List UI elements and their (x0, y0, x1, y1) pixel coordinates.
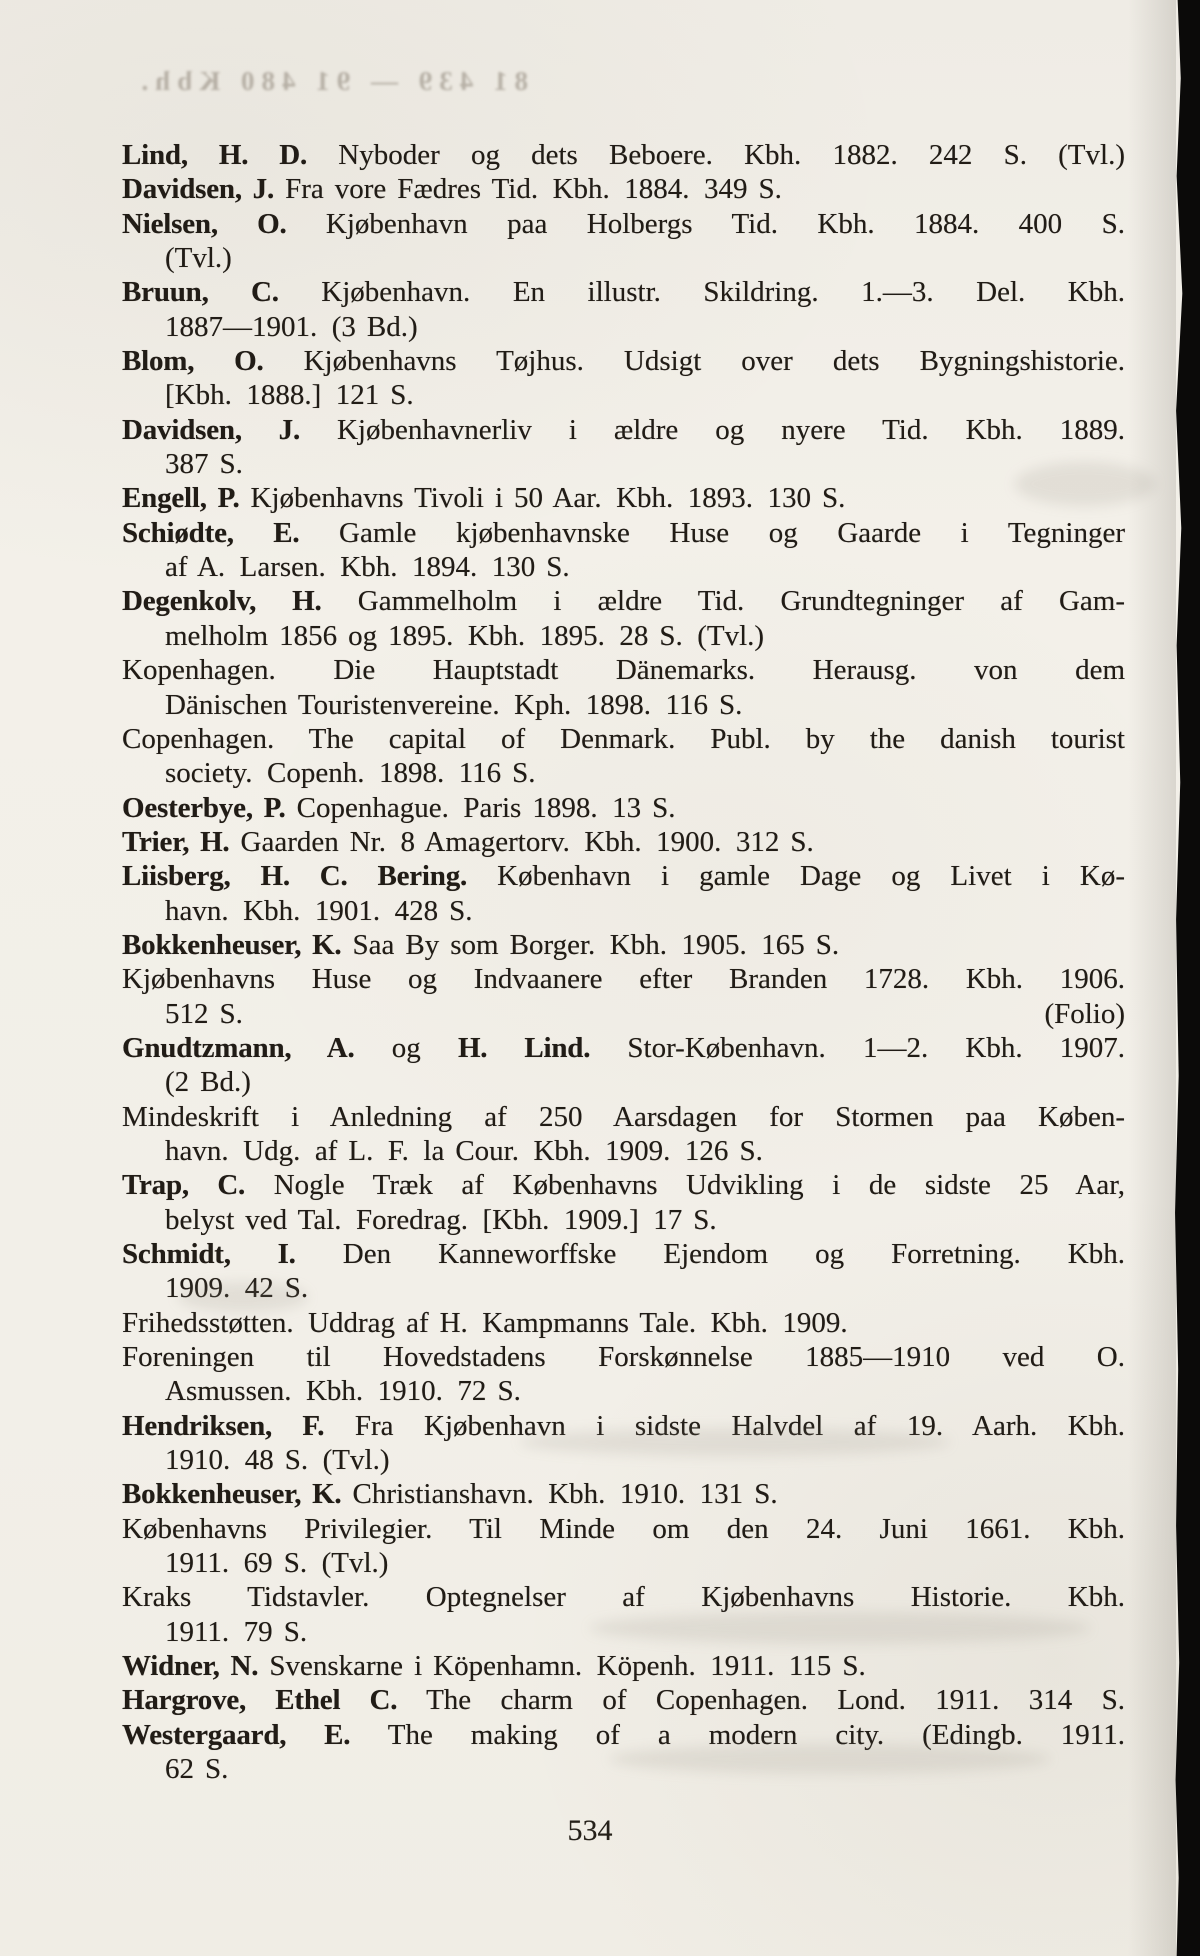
bib-line (122, 653, 1125, 687)
author-name: Trap, C. (122, 1169, 246, 1202)
entry-text: 1887—1901. (3 Bd.) (165, 310, 418, 343)
bib-line (122, 241, 1125, 275)
entry-text: 387 S. (165, 448, 243, 481)
entry-text: Copenhague. Paris 1898. 13 S. (285, 791, 676, 824)
bibliography-list (122, 138, 1125, 1787)
author-name: Hendriksen, F. (122, 1409, 325, 1442)
author-name: Blom, O. (122, 345, 264, 378)
entry-text: Kjøbenhavn paa Holbergs Tid. Kbh. 1884. 400 S. (286, 207, 1125, 240)
bib-line (122, 1649, 1125, 1683)
bib-line (122, 550, 1125, 584)
entry-text: Nyboder og dets Beboere. Kbh. 1882. 242 S. (Tvl.) (307, 139, 1125, 171)
entry-text: Gaarden Nr. 8 Amagertorv. Kbh. 1900. 312 S. (229, 825, 814, 858)
bib-line (122, 1065, 1125, 1099)
entry-text: 62 S. (165, 1753, 229, 1786)
bib-line (122, 997, 1125, 1031)
author-name: Schmidt, I. (122, 1238, 296, 1270)
bleedthrough-text: 81 439 — 91 480 Kbh. (134, 66, 528, 96)
entry-text: Kjøbenhavns Tivoli i 50 Aar. Kbh. 1893. 130 S. (239, 482, 846, 515)
entry-text: Kopenhagen. Die Hauptstadt Dänemarks. Herausg. von dem (122, 654, 1125, 687)
page-number: 534 (567, 1814, 613, 1847)
author-name: Oesterbye, P. (122, 791, 286, 824)
entry-text: Gammelholm i ældre Tid. Grundtegninger af Gam- (321, 585, 1126, 618)
author-name: Liisberg, H. C. Bering. (122, 860, 468, 893)
bib-line (122, 1683, 1125, 1717)
bleedthrough-smudge (610, 1744, 1050, 1774)
bib-line (122, 825, 1125, 859)
author-name: Gnudtzmann, A. (122, 1031, 355, 1064)
entry-text: Saa By som Borger. Kbh. 1905. 165 S. (341, 928, 840, 961)
entry-text: Kjøbenhavns Tøjhus. Udsigt over dets Bygningshistorie. (263, 345, 1126, 378)
entry-text: Mindeskrift i Anledning af 250 Aarsdagen for Stormen paa Køben- (122, 1100, 1125, 1133)
author-name: Degenkolv, H. (122, 585, 322, 618)
bib-line (122, 688, 1125, 722)
bib-line (122, 344, 1125, 378)
entry-text: 1909. 42 S. (165, 1272, 309, 1305)
entry-text: Dänischen Touristenvereine. Kph. 1898. 116 S. (165, 688, 743, 721)
bib-line (122, 584, 1125, 618)
bib-line (122, 378, 1125, 412)
format-note: (Folio) (1044, 997, 1125, 1030)
entry-text: Kjøbenhavnerliv i ældre og nyere Tid. Kbh. 1889. (300, 413, 1125, 446)
entry-text: Kjøbenhavns Huse og Indvaanere efter Branden 1728. Kbh. 1906. (122, 963, 1125, 996)
author-name: Schiødte, E. (122, 516, 300, 549)
entry-text: 512 S. (165, 997, 243, 1030)
bib-line (122, 859, 1125, 893)
bib-line (122, 1134, 1125, 1168)
bib-line (122, 447, 1125, 481)
entry-text: Foreningen til Hovedstadens Forskønnelse 1885—1910 ved O. (122, 1341, 1125, 1374)
entry-text: Frihedsstøtten. Uddrag af H. Kampmanns Tale. Kbh. 1909. (122, 1306, 848, 1339)
entry-text: København i gamle Dage og Livet i Kø- (467, 860, 1125, 893)
entry-text: af A. Larsen. Kbh. 1894. 130 S. (165, 551, 570, 584)
bib-line (122, 1237, 1125, 1271)
entry-text: Københavns Privilegier. Til Minde om den 24. Juni 1661. Kbh. (122, 1512, 1125, 1545)
entry-text: Stor-København. 1—2. Kbh. 1907. (590, 1031, 1125, 1064)
author-name: Lind, H. D. (122, 139, 308, 171)
author-name: Davidsen, J. (122, 413, 300, 446)
bib-line (122, 619, 1125, 653)
bib-line (122, 172, 1125, 206)
entry-text: Kraks Tidstavler. Optegnelser af Kjøbenhavns Historie. Kbh. (122, 1581, 1125, 1614)
page-gutter-shadow (1128, 0, 1176, 1956)
bib-line (122, 1374, 1125, 1408)
bib-line (122, 207, 1125, 241)
bib-line (122, 791, 1125, 825)
entry-text: belyst ved Tal. Foredrag. [Kbh. 1909.] 17 S. (165, 1203, 717, 1236)
author-name: Bruun, C. (122, 276, 279, 309)
bib-line (122, 516, 1125, 550)
entry-text: havn. Kbh. 1901. 428 S. (165, 894, 473, 927)
author-name: Trier, H. (122, 825, 230, 858)
bleedthrough-smudge (590, 1612, 1090, 1644)
entry-text: Svenskarne i Köpenhamn. Köpenh. 1911. 115 S. (258, 1650, 866, 1683)
entry-text: 1911. 69 S. (Tvl.) (165, 1547, 389, 1580)
entry-text: Fra Kjøbenhavn i sidste Halvdel af 19. Aarh. Kbh. (324, 1409, 1125, 1442)
author-name: Nielsen, O. (122, 207, 287, 240)
entry-text: Gamle kjøbenhavnske Huse og Gaarde i Tegninger (299, 516, 1125, 549)
entry-text: (Tvl.) (165, 242, 232, 275)
entry-text: 1911. 79 S. (165, 1615, 308, 1648)
entry-text: The charm of Copenhagen. Lond. 1911. 314 S. (397, 1684, 1125, 1717)
author-name: H. Lind. (457, 1031, 591, 1064)
entry-text: melholm 1856 og 1895. Kbh. 1895. 28 S. (Tvl.) (165, 619, 765, 652)
bib-line (122, 310, 1125, 344)
author-name: Widner, N. (122, 1650, 259, 1683)
bib-line (122, 1477, 1125, 1511)
entry-text: (2 Bd.) (165, 1066, 251, 1099)
bib-line (122, 138, 1125, 172)
bib-line (122, 1100, 1125, 1134)
author-name: Bokkenheuser, K. (122, 928, 342, 961)
author-name: Bokkenheuser, K. (122, 1478, 342, 1511)
bleedthrough-smudge (520, 1428, 950, 1456)
entry-text: society. Copenh. 1898. 116 S. (165, 757, 536, 790)
bib-line (122, 928, 1125, 962)
bib-line (122, 1203, 1125, 1237)
bib-line (122, 1168, 1125, 1202)
bleedthrough-smudge (178, 1282, 308, 1312)
entry-text: Fra vore Fædres Tid. Kbh. 1884. 349 S. (274, 173, 782, 206)
entry-text: 1910. 48 S. (Tvl.) (165, 1444, 390, 1477)
bib-line (122, 756, 1125, 790)
entry-text: The making of a modern city. (Edingb. 1911. (350, 1718, 1125, 1751)
entry-text: Nogle Træk af Københavns Udvikling i de sidste 25 Aar, (245, 1169, 1125, 1202)
bib-line (122, 413, 1125, 447)
bib-line (122, 1340, 1125, 1374)
author-name: Westergaard, E. (122, 1718, 351, 1751)
bib-line (122, 722, 1125, 756)
bib-line (122, 275, 1125, 309)
entry-text: Copenhagen. The capital of Denmark. Publ. by the danish tourist (122, 722, 1125, 755)
author-name: Davidsen, J. (122, 173, 275, 206)
bib-line (122, 894, 1125, 928)
entry-text: Christianshavn. Kbh. 1910. 131 S. (341, 1478, 778, 1511)
entry-text: Den Kanneworffske Ejendom og Forretning. Kbh. (295, 1238, 1126, 1270)
entry-text: [Kbh. 1888.] 121 S. (165, 379, 414, 412)
scan-edge-bar (1174, 0, 1200, 1956)
entry-text: og (354, 1031, 458, 1064)
bib-line (122, 481, 1125, 515)
author-name: Hargrove, Ethel C. (122, 1684, 398, 1717)
bib-line (122, 1031, 1125, 1065)
bib-line (122, 962, 1125, 996)
entry-text: Kjøbenhavn. En illustr. Skildring. 1.—3. Del. Kbh. (278, 276, 1125, 309)
bib-line (122, 1512, 1125, 1546)
entry-text: havn. Udg. af L. F. la Cour. Kbh. 1909. 126 S. (165, 1134, 763, 1167)
entry-text: Asmussen. Kbh. 1910. 72 S. (165, 1375, 521, 1408)
author-name: Engell, P. (122, 482, 240, 515)
bib-line (122, 1580, 1125, 1614)
bib-line (122, 1306, 1125, 1340)
bib-line (122, 1546, 1125, 1580)
